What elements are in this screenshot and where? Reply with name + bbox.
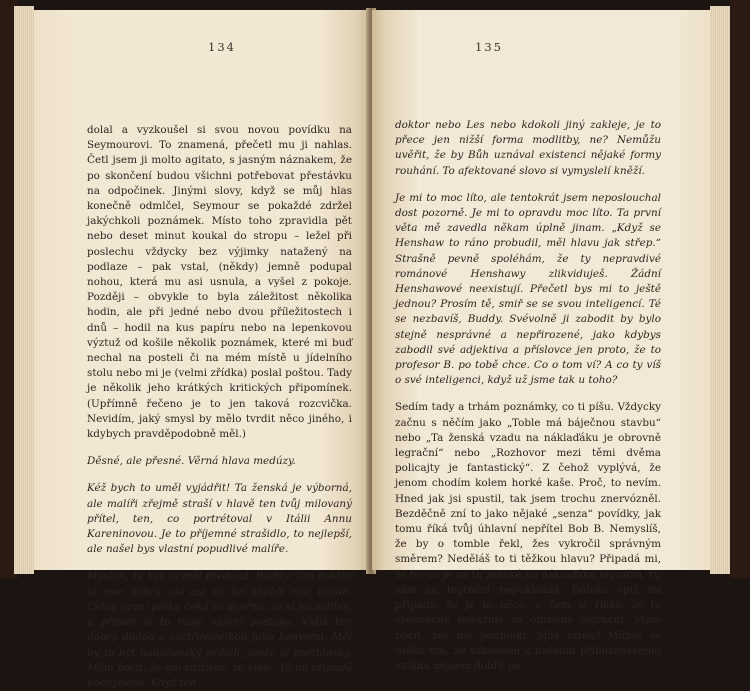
paragraph-critique: Je mi to moc líto, ale tentokrát jsem neposlouchal dost pozorně. Je mi to opravdu moc líto. Ta první věta mě zavedla někam úplně jinam. „Když se Henshaw to ráno probudil, měl hlavu jak střep.“ Strašně pevně spoléhám, že ty nepravdivé románové Henshawy zlikviduješ. Žádní Henshawové neexistují. Přečetl bys mi to ještě jednou? Prosím tě, smiř se se svou inteligencí. Té se nezbavíš, Buddy. Svévolně ji zabodit by bylo stejně nesprávné a nepřirozené, jako kdybys zabodil své adjektiva a příslovce jen proto, že to profesor B. po tobě chce. Co o tom ví? A co ty víš o své inteligenci, když už jsme tak u toho? [395,191,661,387]
paragraph-critique: Kéž bych to uměl vyjádřit! Ta ženská je výborná, ale malíři zřejmě straší v hlavě ten tvůj milovaný přítel, ten, co portrétoval v Itálii Annu Kareninovou. Je to příjemné strašidlo, to nejlepší, ale našel bys vlastní popudlivé malíře. [87,482,352,556]
paragraph-critique: doktor nebo Les nebo kdokoli jiný zakleje, je to přece jen nižší forma modlitby, ne? Nemůžu uvěřit, že by Bůh uznával existenci nějaké formy rouhání. To afektované slovo si vymyslelí kněží. [395,119,661,177]
paragraph: dolal a vyzkoušel si svou novou povídku na Seymourovi. To znamená, přečetl mu ji nahlas. Četl jsem ji molto agitato, s jasným náznakem, že po skončení budou všichni potřebovat přestávku na odpočinek. Jinými slovy, když se můj hlas konečně odmlčel, Seymour se pokaždé zdržel jakýchkoli poznámek. Místo toho zpravidla pět nebo deset minut koukal do stropu – ležel při poslechu vždycky bez výjimky natažený na podlaze – pak vstal, (někdy) jemně podupal nohou, která mu asi usnula, a vyšel z pokoje. Později – obvykle to byla záležitost několika hodin, ale při jedné nebo dvou příležitostech i dnů – hodil na kus papíru nebo na lepenkovou výztuž od košile několik poznámek, které mi buď nechal na posteli či na mém místě u jídelního stolu nebo mi je (velmi zřídka) poslal poštou. Tady je několik jeho krátkých kritických připomínek. (Upřímně řečeno je to jen taková rozcvička. Nevidím, jaký smysl by mělo tvrdit něco jiného, i kdybych pravděpodobně měl.) [87,124,352,441]
page-stack-right [710,6,732,574]
left-page [34,10,370,689]
left-page-number: 134 [208,40,236,54]
left-page-text [87,123,352,691]
right-page [372,10,710,672]
paragraph-critique: Děsné, ale přesné. Věrná hlava medúzy. [87,455,296,468]
paragraph-critique: Myslím, že bys to měl předělat, Buddy. Ten doktor je moc dobrý, ale asi sis ho oblíbil moc pozdě. Celou první půlku čeká za dveřmi, až si ho oblíbíš, a přitom je to tvoje hlavní postava. Vidíš ten dobrý dialog s ošetřovatelkou jako konverzi. Měl by to být náboženský příběh, jenže je puritánský. Mám pocit, že mu zazlíváš, že kleje. To mi připadá pochybené. Když ten [87,570,352,689]
cover-edge-right [730,0,750,578]
right-page-number: 135 [475,40,503,54]
paragraph: Sedím tady a trhám poznámky, co ti píšu. Vždycky začnu s něčím jako „Toble má báječnou stavbu“ nebo „Ta ženská vzadu na náklaďáku je obrovně legrační“ nebo „Rozhovor mezi těmi dvěma policajty je fantastický“. Z čehož vyplývá, že jenom chodím kolem horké kaše. Proč, to nevím. Hned jak jsi spustil, tak jsem trochu znervózněl. Bezděčně zní to jako nějaké „senza“ povídky, jak tomu říká tvůj úhlavní nepřítel Bob B. Nemyslíš, že by o tomble řekl, žes vykročil správným směrem? Neděláš to ti těžkou hlavu? Připadá mi, že to, co je na té ženské na náklaďáku legrační, ty, sám za legrační nepokládáš. Daleko spíš mi připadá, že je to něco, o čem si říkáš, že to všeobecně považuje za obrovně legrační. Mám pocit, žes mě podfoukl. Máš vztek? Můžeš se utěšit tím, že vzhledem k našemu příbuzenskému vztahu nejsem dobrý po- [395,401,661,672]
page-stack-left [14,6,34,574]
right-page-text [395,118,661,674]
